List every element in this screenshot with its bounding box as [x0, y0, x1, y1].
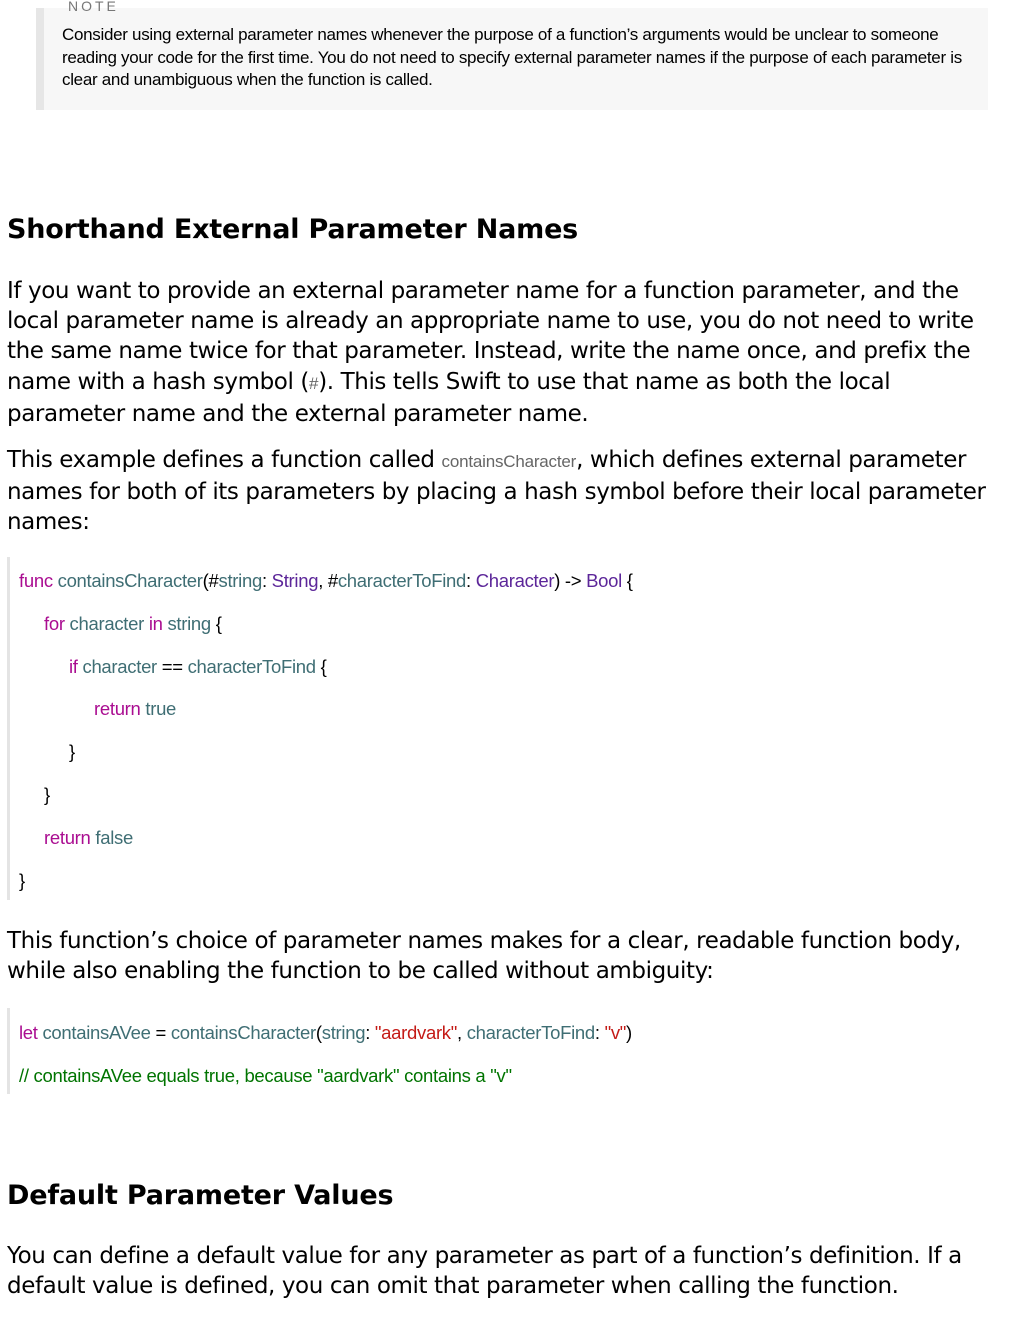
- note-box: [36, 0, 988, 110]
- paragraph-text: ). This tells Swift to use that name as both the local parameter name and the external parameter name.: [7, 368, 891, 427]
- code-line: let containsAVee = containsCharacter(string: "aardvark", characterToFind: "v"): [19, 1022, 632, 1043]
- code-comment: // containsAVee equals true, because "aardvark" contains a "v": [19, 1065, 512, 1086]
- code-line: }: [19, 870, 25, 891]
- code-block-usage: [7, 1008, 910, 1094]
- paragraph: [7, 276, 1007, 429]
- note-label: NOTE: [68, 0, 119, 14]
- section-heading-default-values: Default Parameter Values: [7, 1180, 394, 1211]
- code-block-function: [7, 557, 910, 900]
- paragraph-text: , which defines external parameter names for both of its parameters by placing a hash symbol before their local parameter names:: [7, 447, 986, 536]
- paragraph: You can define a default value for any parameter as part of a function’s definition. If a default value is defined, you can omit that parameter when calling the function.: [7, 1243, 962, 1300]
- code-line: if character == characterToFind {: [69, 656, 327, 677]
- code-line: func containsCharacter(#string: String, #characterToFind: Character) -> Bool {: [19, 570, 633, 591]
- section-heading-shorthand: Shorthand External Parameter Names: [7, 214, 579, 245]
- paragraph-text: If you want to provide an external parameter name for a function parameter, and the local parameter name is already an appropriate name to use, you do not need to write the same name twice for that parameter. Instead, write the name once, and prefix the name with a hash symbol (: [7, 278, 974, 395]
- note-text: Consider using external parameter names whenever the purpose of a function’s arguments would be unclear to someone reading your code for the first time. You do not need to specify external parameter names if the purpose of each parameter is clear and unambiguous when the function is called.: [62, 25, 962, 89]
- code-line: return true: [94, 698, 177, 719]
- inline-code: containsCharacter: [441, 452, 577, 471]
- paragraph-text: This example defines a function called: [7, 447, 442, 473]
- paragraph: This function’s choice of parameter names makes for a clear, readable function body, while also enabling the function to be called without ambiguity:: [7, 928, 961, 985]
- code-line: }: [44, 784, 50, 805]
- paragraph: [7, 445, 1007, 538]
- code-line: return false: [44, 827, 133, 848]
- code-line: for character in string {: [44, 613, 222, 634]
- inline-code: #: [308, 373, 319, 393]
- code-line: }: [69, 741, 75, 762]
